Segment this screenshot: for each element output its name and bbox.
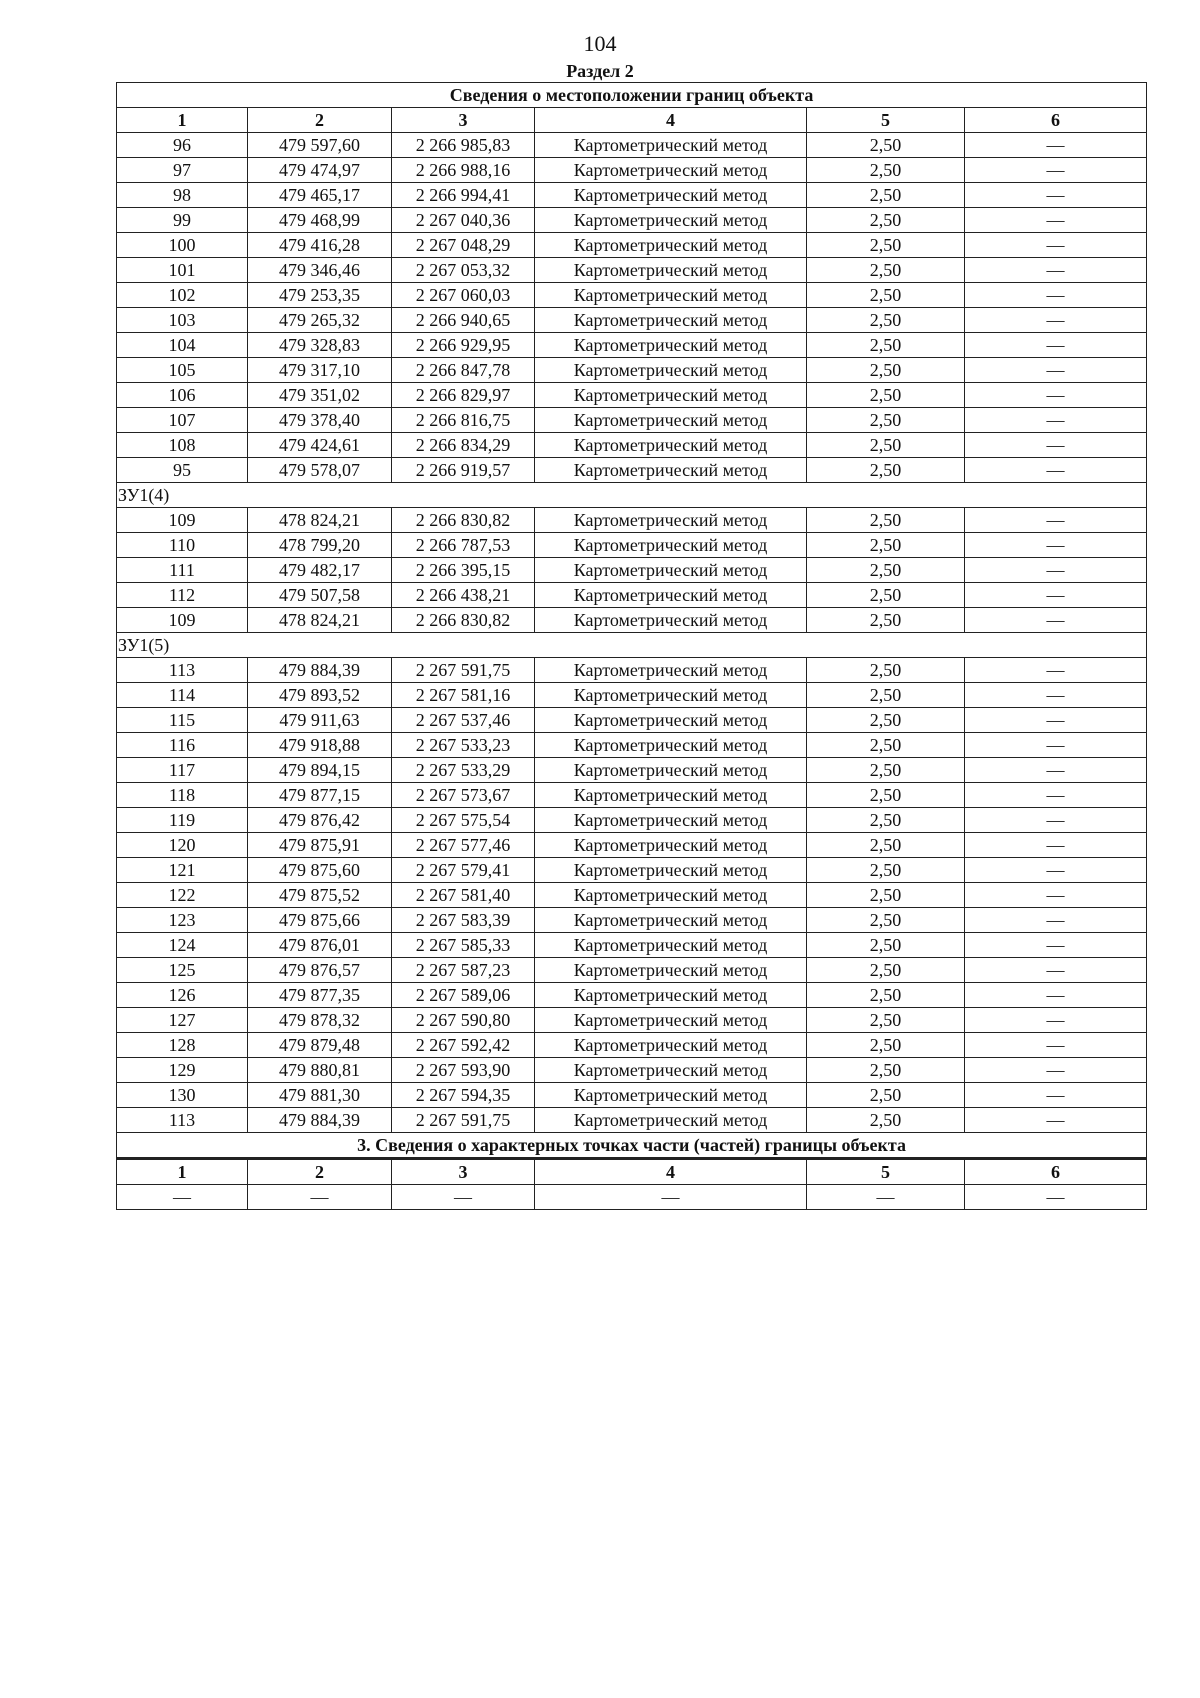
column-number: 6 xyxy=(965,108,1147,133)
table-row xyxy=(117,383,1147,408)
column-number: 5 xyxy=(807,1159,965,1185)
table-cell: 2,50 xyxy=(807,133,965,158)
table-cell: Картометрический метод xyxy=(535,508,807,533)
table-cell: Картометрический метод xyxy=(535,933,807,958)
table-row xyxy=(117,533,1147,558)
table-cell: 106 xyxy=(117,383,248,408)
table-cell: 2 267 573,67 xyxy=(392,783,535,808)
table-cell: 104 xyxy=(117,333,248,358)
table-cell: — xyxy=(965,383,1147,408)
table-cell: — xyxy=(965,783,1147,808)
table-cell: 117 xyxy=(117,758,248,783)
table-cell: Картометрический метод xyxy=(535,408,807,433)
table-cell: 124 xyxy=(117,933,248,958)
table-cell: 479 875,60 xyxy=(248,858,392,883)
table-cell: — xyxy=(965,358,1147,383)
table-cell: 2 266 830,82 xyxy=(392,508,535,533)
table-cell: — xyxy=(965,1185,1147,1210)
table-cell: Картометрический метод xyxy=(535,708,807,733)
table-cell: 125 xyxy=(117,958,248,983)
table-row xyxy=(117,733,1147,758)
table-cell: Картометрический метод xyxy=(535,983,807,1008)
table-cell: Картометрический метод xyxy=(535,1108,807,1133)
table-cell: — xyxy=(965,433,1147,458)
table-cell: — xyxy=(965,833,1147,858)
table-cell: 479 507,58 xyxy=(248,583,392,608)
table-cell: — xyxy=(965,558,1147,583)
group-header-row xyxy=(117,633,1147,658)
table-cell: — xyxy=(965,308,1147,333)
table-cell: 2,50 xyxy=(807,733,965,758)
table-cell: — xyxy=(965,283,1147,308)
table-cell: 116 xyxy=(117,733,248,758)
table-cell: 479 875,91 xyxy=(248,833,392,858)
table-cell: — xyxy=(965,183,1147,208)
table-cell: Картометрический метод xyxy=(535,733,807,758)
table-cell: 479 876,42 xyxy=(248,808,392,833)
table-cell: Картометрический метод xyxy=(535,1058,807,1083)
table-cell: 2,50 xyxy=(807,408,965,433)
table-cell: 479 878,32 xyxy=(248,1008,392,1033)
table-cell: 2,50 xyxy=(807,958,965,983)
table-cell: Картометрический метод xyxy=(535,458,807,483)
table-cell: 2 267 579,41 xyxy=(392,858,535,883)
table-cell: 2 267 583,39 xyxy=(392,908,535,933)
table-cell: 102 xyxy=(117,283,248,308)
table-cell: 100 xyxy=(117,233,248,258)
table-body xyxy=(117,83,1147,1210)
table-cell: — xyxy=(965,983,1147,1008)
table-row xyxy=(117,458,1147,483)
table-cell: 2 267 593,90 xyxy=(392,1058,535,1083)
table-cell: 479 877,15 xyxy=(248,783,392,808)
table-cell: 115 xyxy=(117,708,248,733)
table-cell: Картометрический метод xyxy=(535,808,807,833)
table-cell: 479 578,07 xyxy=(248,458,392,483)
table-cell: 2,50 xyxy=(807,833,965,858)
table-cell: 2 267 537,46 xyxy=(392,708,535,733)
table-cell: 2 266 847,78 xyxy=(392,358,535,383)
table-row xyxy=(117,408,1147,433)
table-cell: 122 xyxy=(117,883,248,908)
table-row xyxy=(117,133,1147,158)
table-cell: 2,50 xyxy=(807,658,965,683)
table-cell: 2 267 590,80 xyxy=(392,1008,535,1033)
table-cell: 120 xyxy=(117,833,248,858)
table-cell: Картометрический метод xyxy=(535,433,807,458)
table-cell: 2 267 533,29 xyxy=(392,758,535,783)
table-cell: 479 911,63 xyxy=(248,708,392,733)
table-title: Сведения о местоположении границ объекта xyxy=(117,83,1147,108)
table-cell: 2,50 xyxy=(807,1033,965,1058)
table-cell: 2,50 xyxy=(807,933,965,958)
table-row xyxy=(117,608,1147,633)
table-cell: 479 378,40 xyxy=(248,408,392,433)
table-cell: 479 879,48 xyxy=(248,1033,392,1058)
table-cell: 2,50 xyxy=(807,383,965,408)
table-cell: — xyxy=(117,1185,248,1210)
table-cell: 479 482,17 xyxy=(248,558,392,583)
table-cell: Картометрический метод xyxy=(535,758,807,783)
table-cell: 479 893,52 xyxy=(248,683,392,708)
table-cell: Картометрический метод xyxy=(535,1033,807,1058)
table-cell: 2 266 816,75 xyxy=(392,408,535,433)
table-cell: — xyxy=(965,258,1147,283)
table-cell: — xyxy=(965,658,1147,683)
table-cell: — xyxy=(965,1083,1147,1108)
section3-title-row xyxy=(117,1133,1147,1159)
table-cell: — xyxy=(965,133,1147,158)
table-cell: 479 876,01 xyxy=(248,933,392,958)
table-row xyxy=(117,158,1147,183)
column-number: 2 xyxy=(248,1159,392,1185)
table-cell: 479 877,35 xyxy=(248,983,392,1008)
table-cell: Картометрический метод xyxy=(535,558,807,583)
table-cell: 2 267 592,42 xyxy=(392,1033,535,1058)
table-cell: 479 876,57 xyxy=(248,958,392,983)
table-cell: 2,50 xyxy=(807,908,965,933)
table-cell: 479 875,52 xyxy=(248,883,392,908)
table-cell: — xyxy=(965,858,1147,883)
table-cell: — xyxy=(965,908,1147,933)
section3-column-numbers-row xyxy=(117,1159,1147,1185)
table-cell: Картометрический метод xyxy=(535,358,807,383)
table-cell: Картометрический метод xyxy=(535,883,807,908)
table-cell: — xyxy=(965,958,1147,983)
table-row xyxy=(117,258,1147,283)
table-row xyxy=(117,808,1147,833)
table-cell: 109 xyxy=(117,508,248,533)
boundary-coordinates-table xyxy=(116,82,1147,1210)
table-cell: Картометрический метод xyxy=(535,183,807,208)
table-cell: — xyxy=(965,883,1147,908)
table-row xyxy=(117,758,1147,783)
table-cell: — xyxy=(965,758,1147,783)
table-cell: — xyxy=(965,608,1147,633)
table-cell: Картометрический метод xyxy=(535,858,807,883)
table-cell: — xyxy=(807,1185,965,1210)
table-cell: 479 468,99 xyxy=(248,208,392,233)
table-cell: — xyxy=(965,1008,1147,1033)
table-cell: 2,50 xyxy=(807,333,965,358)
table-cell: 2,50 xyxy=(807,433,965,458)
table-cell: 101 xyxy=(117,258,248,283)
table-cell: Картометрический метод xyxy=(535,283,807,308)
table-cell: 111 xyxy=(117,558,248,583)
table-cell: 2 267 587,23 xyxy=(392,958,535,983)
table-cell: 118 xyxy=(117,783,248,808)
table-cell: 479 424,61 xyxy=(248,433,392,458)
table-cell: — xyxy=(965,733,1147,758)
group-label: ЗУ1(5) xyxy=(117,633,1147,658)
table-cell: 2 267 060,03 xyxy=(392,283,535,308)
table-cell: 2 266 395,15 xyxy=(392,558,535,583)
table-cell: 2 266 787,53 xyxy=(392,533,535,558)
table-cell: 2,50 xyxy=(807,858,965,883)
table-cell: 2,50 xyxy=(807,458,965,483)
table-cell: 2,50 xyxy=(807,558,965,583)
table-row xyxy=(117,333,1147,358)
table-cell: 2,50 xyxy=(807,283,965,308)
table-cell: Картометрический метод xyxy=(535,833,807,858)
section3-title: 3. Сведения о характерных точках части (частей) границы объекта xyxy=(117,1133,1147,1159)
table-cell: — xyxy=(965,1108,1147,1133)
table-cell: 2,50 xyxy=(807,1108,965,1133)
table-cell: Картометрический метод xyxy=(535,233,807,258)
page-number: 104 xyxy=(583,31,617,56)
table-cell: 2,50 xyxy=(807,258,965,283)
table-row xyxy=(117,433,1147,458)
table-cell: — xyxy=(965,533,1147,558)
table-cell: 126 xyxy=(117,983,248,1008)
table-row xyxy=(117,1083,1147,1108)
table-row xyxy=(117,583,1147,608)
table-row xyxy=(117,208,1147,233)
table-row xyxy=(117,658,1147,683)
table-cell: 130 xyxy=(117,1083,248,1108)
table-cell: 479 346,46 xyxy=(248,258,392,283)
table-cell: 2,50 xyxy=(807,758,965,783)
table-row xyxy=(117,1008,1147,1033)
table-cell: — xyxy=(965,708,1147,733)
column-number: 1 xyxy=(117,1159,248,1185)
table-cell: 2 266 940,65 xyxy=(392,308,535,333)
table-cell: 479 597,60 xyxy=(248,133,392,158)
table-cell: 2 267 040,36 xyxy=(392,208,535,233)
table-cell: 2 267 533,23 xyxy=(392,733,535,758)
table-cell: — xyxy=(965,458,1147,483)
table-cell: 478 799,20 xyxy=(248,533,392,558)
column-number: 2 xyxy=(248,108,392,133)
table-cell: — xyxy=(965,808,1147,833)
table-cell: 128 xyxy=(117,1033,248,1058)
table-cell: — xyxy=(965,933,1147,958)
table-cell: 479 265,32 xyxy=(248,308,392,333)
table-row xyxy=(117,233,1147,258)
table-cell: 479 880,81 xyxy=(248,1058,392,1083)
table-cell: — xyxy=(392,1185,535,1210)
table-cell: Картометрический метод xyxy=(535,1083,807,1108)
table-cell: 478 824,21 xyxy=(248,608,392,633)
table-cell: 2,50 xyxy=(807,158,965,183)
table-cell: 2,50 xyxy=(807,1008,965,1033)
table-cell: 2 266 830,82 xyxy=(392,608,535,633)
table-cell: 127 xyxy=(117,1008,248,1033)
table-row xyxy=(117,1058,1147,1083)
table-cell: 2,50 xyxy=(807,883,965,908)
table-cell: 109 xyxy=(117,608,248,633)
table-cell: 2 267 581,40 xyxy=(392,883,535,908)
table-cell: 99 xyxy=(117,208,248,233)
table-cell: — xyxy=(965,583,1147,608)
table-cell: 2,50 xyxy=(807,683,965,708)
table-row xyxy=(117,708,1147,733)
table-cell: Картометрический метод xyxy=(535,958,807,983)
table-cell: 97 xyxy=(117,158,248,183)
table-cell: 110 xyxy=(117,533,248,558)
column-number: 1 xyxy=(117,108,248,133)
table-cell: 113 xyxy=(117,658,248,683)
table-cell: 479 465,17 xyxy=(248,183,392,208)
table-cell: Картометрический метод xyxy=(535,658,807,683)
table-row xyxy=(117,683,1147,708)
table-cell: Картометрический метод xyxy=(535,533,807,558)
table-cell: Картометрический метод xyxy=(535,608,807,633)
table-cell: 479 884,39 xyxy=(248,658,392,683)
table-cell: Картометрический метод xyxy=(535,783,807,808)
table-cell: 123 xyxy=(117,908,248,933)
table-row xyxy=(117,1108,1147,1133)
table-cell: 108 xyxy=(117,433,248,458)
table-cell: Картометрический метод xyxy=(535,1008,807,1033)
table-cell: — xyxy=(965,1033,1147,1058)
table-cell: 119 xyxy=(117,808,248,833)
table-cell: 2,50 xyxy=(807,208,965,233)
table-cell: Картометрический метод xyxy=(535,333,807,358)
table-cell: 96 xyxy=(117,133,248,158)
table-row xyxy=(117,883,1147,908)
table-cell: 2 266 829,97 xyxy=(392,383,535,408)
table-cell: 98 xyxy=(117,183,248,208)
table-cell: 2,50 xyxy=(807,608,965,633)
table-cell: 2,50 xyxy=(807,1058,965,1083)
table-cell: 479 884,39 xyxy=(248,1108,392,1133)
table-cell: 2 267 591,75 xyxy=(392,658,535,683)
table-cell: — xyxy=(535,1185,807,1210)
table-cell: 2 267 577,46 xyxy=(392,833,535,858)
table-cell: 2 267 048,29 xyxy=(392,233,535,258)
table-cell: 479 351,02 xyxy=(248,383,392,408)
table-row xyxy=(117,983,1147,1008)
group-header-row xyxy=(117,483,1147,508)
table-cell: 113 xyxy=(117,1108,248,1133)
column-numbers-row xyxy=(117,108,1147,133)
table-cell: — xyxy=(965,233,1147,258)
table-cell: 479 875,66 xyxy=(248,908,392,933)
table-row xyxy=(117,908,1147,933)
table-cell: Картометрический метод xyxy=(535,583,807,608)
table-cell: 95 xyxy=(117,458,248,483)
column-number: 6 xyxy=(965,1159,1147,1185)
table-cell: 107 xyxy=(117,408,248,433)
table-title-row xyxy=(117,83,1147,108)
table-cell: 479 474,97 xyxy=(248,158,392,183)
table-cell: 2 266 919,57 xyxy=(392,458,535,483)
table-cell: 114 xyxy=(117,683,248,708)
column-number: 3 xyxy=(392,108,535,133)
table-cell: 2,50 xyxy=(807,983,965,1008)
table-cell: 478 824,21 xyxy=(248,508,392,533)
table-cell: Картометрический метод xyxy=(535,308,807,333)
table-cell: 479 881,30 xyxy=(248,1083,392,1108)
table-cell: 2 267 591,75 xyxy=(392,1108,535,1133)
table-cell: Картометрический метод xyxy=(535,258,807,283)
table-row xyxy=(117,183,1147,208)
table-row xyxy=(117,1033,1147,1058)
table-cell: 2 266 985,83 xyxy=(392,133,535,158)
table-cell: 2,50 xyxy=(807,533,965,558)
table-cell: — xyxy=(965,158,1147,183)
table-cell: 2 266 834,29 xyxy=(392,433,535,458)
table-cell: 2 266 438,21 xyxy=(392,583,535,608)
table-cell: 479 918,88 xyxy=(248,733,392,758)
table-cell: 2,50 xyxy=(807,808,965,833)
table-cell: — xyxy=(965,408,1147,433)
table-cell: 2,50 xyxy=(807,183,965,208)
table-cell: 2 266 929,95 xyxy=(392,333,535,358)
table-cell: — xyxy=(965,508,1147,533)
table-row xyxy=(117,308,1147,333)
table-cell: Картометрический метод xyxy=(535,133,807,158)
table-cell: — xyxy=(248,1185,392,1210)
table-row xyxy=(117,358,1147,383)
table-cell: — xyxy=(965,208,1147,233)
table-cell: 2 266 994,41 xyxy=(392,183,535,208)
column-number: 4 xyxy=(535,108,807,133)
table-cell: 2 267 575,54 xyxy=(392,808,535,833)
table-cell: — xyxy=(965,333,1147,358)
table-cell: 2,50 xyxy=(807,308,965,333)
table-row xyxy=(117,283,1147,308)
table-cell: Картометрический метод xyxy=(535,683,807,708)
section-title: Раздел 2 xyxy=(566,61,634,81)
column-number: 4 xyxy=(535,1159,807,1185)
table-cell: 479 253,35 xyxy=(248,283,392,308)
group-label: ЗУ1(4) xyxy=(117,483,1147,508)
table-cell: 2 267 585,33 xyxy=(392,933,535,958)
table-row xyxy=(117,958,1147,983)
table-cell: Картометрический метод xyxy=(535,908,807,933)
table-row xyxy=(117,1185,1147,1210)
table-cell: 2,50 xyxy=(807,1083,965,1108)
table-row xyxy=(117,933,1147,958)
table-cell: 2,50 xyxy=(807,708,965,733)
table-cell: 129 xyxy=(117,1058,248,1083)
table-cell: 2 267 594,35 xyxy=(392,1083,535,1108)
table-cell: 121 xyxy=(117,858,248,883)
table-cell: 112 xyxy=(117,583,248,608)
table-cell: 2,50 xyxy=(807,583,965,608)
table-row xyxy=(117,783,1147,808)
table-row xyxy=(117,508,1147,533)
column-number: 3 xyxy=(392,1159,535,1185)
table-row xyxy=(117,558,1147,583)
table-cell: 2,50 xyxy=(807,358,965,383)
table-cell: — xyxy=(965,1058,1147,1083)
table-cell: 2,50 xyxy=(807,508,965,533)
table-cell: 479 328,83 xyxy=(248,333,392,358)
table-cell: 2 266 988,16 xyxy=(392,158,535,183)
table-cell: 479 317,10 xyxy=(248,358,392,383)
table-cell: 105 xyxy=(117,358,248,383)
table-cell: Картометрический метод xyxy=(535,208,807,233)
table-cell: 2 267 053,32 xyxy=(392,258,535,283)
column-number: 5 xyxy=(807,108,965,133)
table-cell: Картометрический метод xyxy=(535,383,807,408)
table-cell: 479 894,15 xyxy=(248,758,392,783)
table-cell: — xyxy=(965,683,1147,708)
table-cell: 2 267 589,06 xyxy=(392,983,535,1008)
table-cell: 2,50 xyxy=(807,783,965,808)
table-cell: Картометрический метод xyxy=(535,158,807,183)
table-cell: 2,50 xyxy=(807,233,965,258)
table-cell: 2 267 581,16 xyxy=(392,683,535,708)
table-cell: 479 416,28 xyxy=(248,233,392,258)
table-row xyxy=(117,858,1147,883)
table-cell: 103 xyxy=(117,308,248,333)
table-row xyxy=(117,833,1147,858)
